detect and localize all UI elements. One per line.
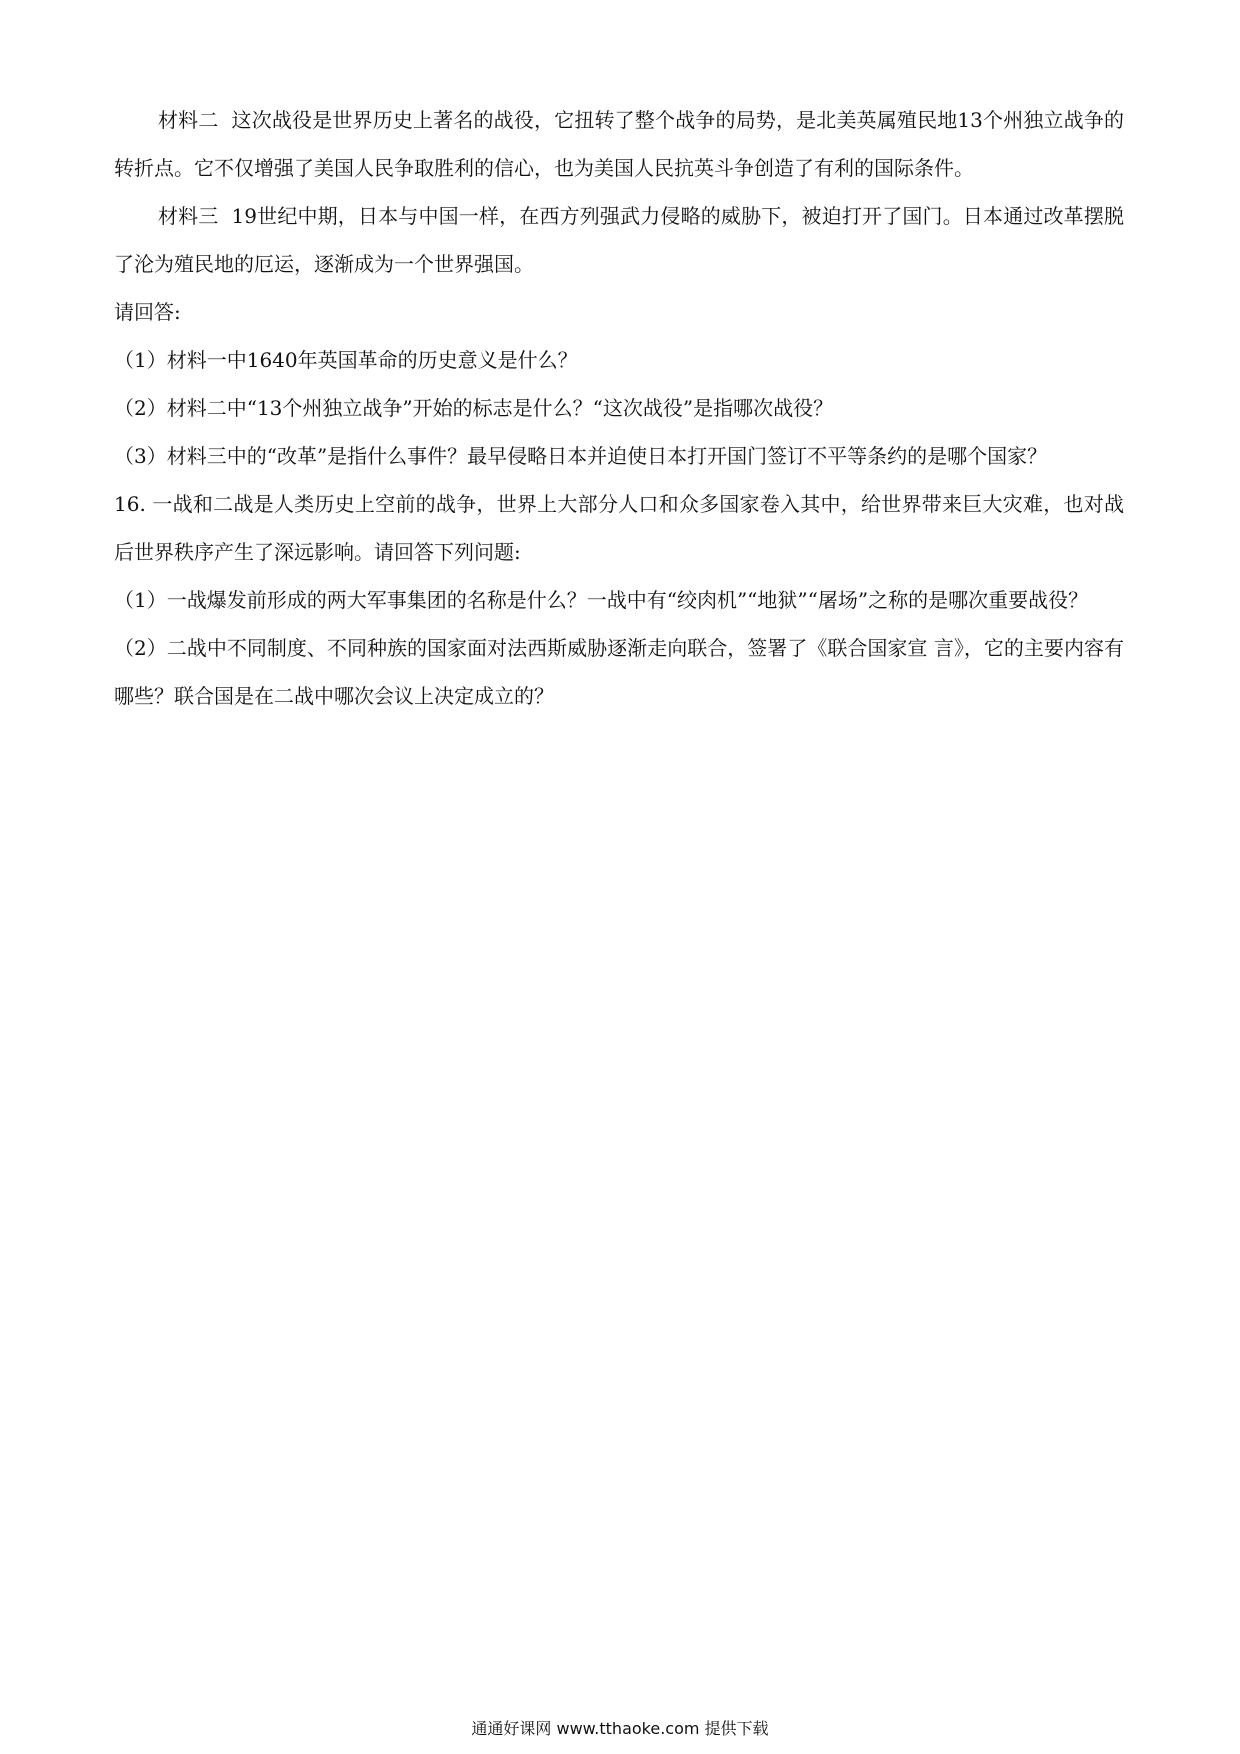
q16-sub-question-1: （1）一战爆发前形成的两大军事集团的名称是什么？一战中有“绞肉机”“地狱”“屠场”之称的是哪次重要战役？	[114, 588, 1089, 612]
q15-sub-question-1: （1）材料一中1640年英国革命的历史意义是什么？	[114, 348, 578, 372]
q16-sub-question-2: （2）二战中不同制度、不同种族的国家面对法西斯威胁逐渐走向联合，签署了《联合国家宣 言》，它的主要内容有哪些？联合国是在二战中哪次会议上决定成立的？	[114, 636, 1124, 708]
document-content	[114, 96, 1124, 720]
q15-prompt: 请回答:	[114, 300, 181, 324]
q15-sub-question-3: （3）材料三中的“改革”是指什么事件？最早侵略日本并迫使日本打开国门签订不平等条约的是哪个国家？	[114, 444, 1048, 468]
material-2-paragraph	[114, 96, 1124, 192]
q15-sub-question-2: （2）材料二中“13个州独立战争”开始的标志是什么？“这次战役”是指哪次战役？	[114, 396, 834, 420]
page-footer: 通通好课网 www.tthaoke.com 提供下载	[471, 1719, 769, 1738]
material-2-text: 这次战役是世界历史上著名的战役，它扭转了整个战争的局势，是北美英属殖民地13个州独立战争的转折点。它不仅增强了美国人民争取胜利的信心，也为美国人民抗英斗争创造了有利的国际条件。	[114, 108, 1125, 180]
material-3-text: 19世纪中期，日本与中国一样，在西方列强武力侵略的威胁下，被迫打开了国门。日本通过改革摆脱了沦为殖民地的厄运，逐渐成为一个世界强国。	[114, 204, 1125, 276]
material-3-paragraph	[114, 192, 1124, 288]
material-2-label: 材料二	[158, 108, 219, 132]
q16-stem: 16. 一战和二战是人类历史上空前的战争，世界上大部分人口和众多国家卷入其中，给世界带来巨大灾难，也对战后世界秩序产生了深远影响。请回答下列问题:	[114, 492, 1124, 564]
material-3-label: 材料三	[158, 204, 219, 228]
